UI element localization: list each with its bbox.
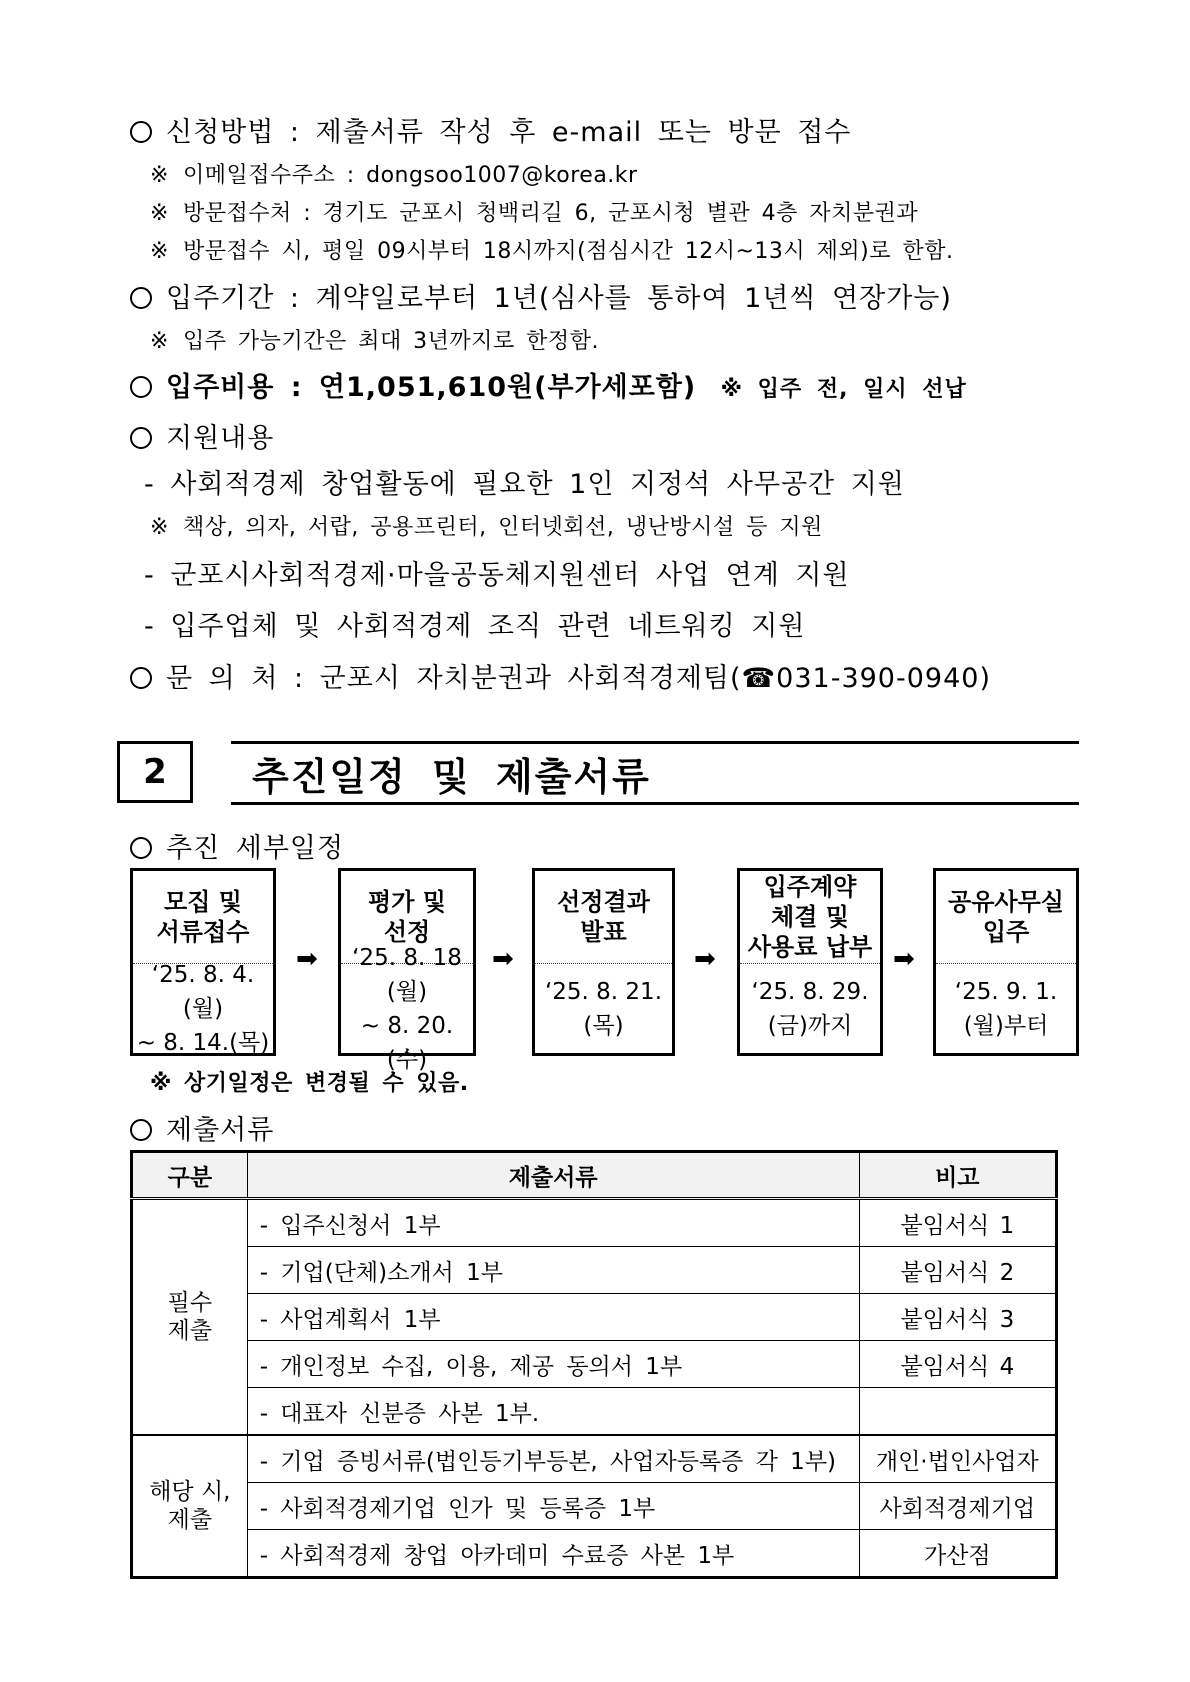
support-title: 지원내용 (130, 416, 274, 455)
note-mark-icon: ※ (150, 163, 169, 188)
document-cell: - 사회적경제 창업 아카데미 수료증 사본 1부 (247, 1530, 859, 1578)
document-cell: - 입주신청서 1부 (247, 1199, 859, 1247)
note-mark-icon: ※ (150, 515, 169, 540)
section-title: 추진일정 및 제출서류 (252, 755, 651, 799)
phone-icon: ☎ (741, 663, 777, 694)
note-mark-icon: ※ (150, 329, 169, 354)
note-mark-icon: ※ (150, 201, 169, 226)
step-divider (740, 963, 880, 964)
step-divider (936, 963, 1076, 964)
residence-period: 입주기간 : 계약일로부터 1년(심사를 통하여 1년씩 연장가능) (130, 276, 952, 315)
remark-cell: 붙임서식 1 (859, 1199, 1056, 1247)
remark-cell: 가산점 (859, 1530, 1056, 1578)
email-note: ※ 이메일접수주소 : dongsoo1007@korea.kr (150, 163, 638, 188)
table-header-row (132, 1152, 1057, 1199)
remark-cell: 붙임서식 2 (859, 1247, 1056, 1294)
arrow-right-icon: ➡ (492, 944, 514, 974)
step-date: ‘25. 8. 4. (월) ~ 8. 14.(목) (136, 962, 270, 1056)
category-required: 필수 제출 (132, 1199, 248, 1436)
circle-bullet-icon (130, 287, 152, 309)
table-row (132, 1199, 1057, 1247)
step-title: 입주계약 체결 및 사용료 납부 (747, 873, 873, 961)
schedule-step-contract (737, 868, 883, 1056)
table-row (132, 1483, 1057, 1530)
docs-title: 제출서류 (130, 1108, 274, 1147)
circle-bullet-icon (130, 1119, 152, 1141)
contact-info: 문 의 처 : 군포시 자치분권과 사회적경제팀(☎031-390-0940) (130, 656, 991, 695)
section-title-rule-bottom (231, 802, 1079, 805)
remark-cell (859, 1388, 1056, 1436)
step-date: ‘25. 8. 29. (금)까지 (751, 979, 869, 1039)
arrow-right-icon: ➡ (296, 944, 318, 974)
schedule-title: 추진 세부일정 (130, 826, 344, 865)
remark-cell: 사회적경제기업 (859, 1483, 1056, 1530)
remark-cell: 개인·법인사업자 (859, 1435, 1056, 1483)
header-category: 구분 (132, 1152, 248, 1199)
document-cell: - 기업 증빙서류(법인등기부등본, 사업자등록증 각 1부) (247, 1435, 859, 1483)
residence-cost-note: ※ 입주 전, 일시 선납 (720, 377, 967, 402)
header-documents: 제출서류 (247, 1152, 859, 1199)
support-item-workspace: - 사회적경제 창업활동에 필요한 1인 지정석 사무공간 지원 (144, 469, 905, 500)
schedule-step-recruit (130, 868, 276, 1056)
residence-period-note: ※ 입주 가능기간은 최대 3년까지로 한정함. (150, 329, 599, 354)
schedule-step-move-in (933, 868, 1079, 1056)
remark-cell: 붙임서식 4 (859, 1341, 1056, 1388)
circle-bullet-icon (130, 837, 152, 859)
circle-bullet-icon (130, 376, 152, 398)
table-row (132, 1341, 1057, 1388)
section-title-rule-top (231, 741, 1079, 744)
table-row (132, 1530, 1057, 1578)
document-cell: - 사회적경제기업 인가 및 등록증 1부 (247, 1483, 859, 1530)
table-row (132, 1435, 1057, 1483)
remark-cell: 붙임서식 3 (859, 1294, 1056, 1341)
visit-hours-note: ※ 방문접수 시, 평일 09시부터 18시까지(점심시간 12시~13시 제외)로 한함. (150, 239, 954, 264)
visit-location-note: ※ 방문접수처 : 경기도 군포시 청백리길 6, 군포시청 별관 4층 자치분권과 (150, 201, 919, 226)
step-divider (535, 963, 672, 964)
table-row (132, 1388, 1057, 1436)
table-row (132, 1294, 1057, 1341)
section-number: 2 (117, 741, 193, 803)
schedule-step-evaluation (338, 868, 476, 1073)
documents-table (130, 1150, 1058, 1579)
schedule-step-announcement (532, 868, 675, 1056)
header-remarks: 비고 (859, 1152, 1056, 1199)
circle-bullet-icon (130, 427, 152, 449)
residence-cost: 입주비용 : 연1,051,610원(부가세포함) ※ 입주 전, 일시 선납 (130, 365, 967, 404)
step-date: ‘25. 9. 1. (월)부터 (954, 979, 1058, 1039)
document-cell: - 기업(단체)소개서 1부 (247, 1247, 859, 1294)
step-title: 모집 및 서류접수 (156, 888, 250, 946)
category-conditional: 해당 시, 제출 (132, 1435, 248, 1578)
table-row (132, 1247, 1057, 1294)
support-item-workspace-note: ※ 책상, 의자, 서랍, 공용프린터, 인터넷회선, 냉난방시설 등 지원 (150, 515, 823, 540)
arrow-right-icon: ➡ (893, 944, 915, 974)
note-mark-icon: ※ (150, 239, 169, 264)
document-cell: - 사업계획서 1부 (247, 1294, 859, 1341)
support-item-center: - 군포시사회적경제·마을공동체지원센터 사업 연계 지원 (144, 560, 850, 591)
step-date: ‘25. 8. 21. (목) (544, 979, 663, 1039)
circle-bullet-icon (130, 121, 152, 143)
step-date: ‘25. 8. 18 (월) ~ 8. 20.(수) (352, 945, 462, 1073)
step-title: 공유사무실 입주 (948, 888, 1064, 946)
arrow-right-icon: ➡ (694, 944, 716, 974)
document-cell: - 개인정보 수집, 이용, 제공 동의서 1부 (247, 1341, 859, 1388)
support-item-networking: - 입주업체 및 사회적경제 조직 관련 네트워킹 지원 (144, 611, 806, 642)
document-cell: - 대표자 신분증 사본 1부. (247, 1388, 859, 1436)
schedule-note: ※ 상기일정은 변경될 수 있음. (150, 1071, 469, 1096)
step-title: 평가 및 선정 (368, 888, 446, 946)
circle-bullet-icon (130, 667, 152, 689)
step-title: 선정결과 발표 (557, 888, 650, 946)
application-method: 신청방법 : 제출서류 작성 후 e-mail 또는 방문 접수 (130, 110, 851, 149)
